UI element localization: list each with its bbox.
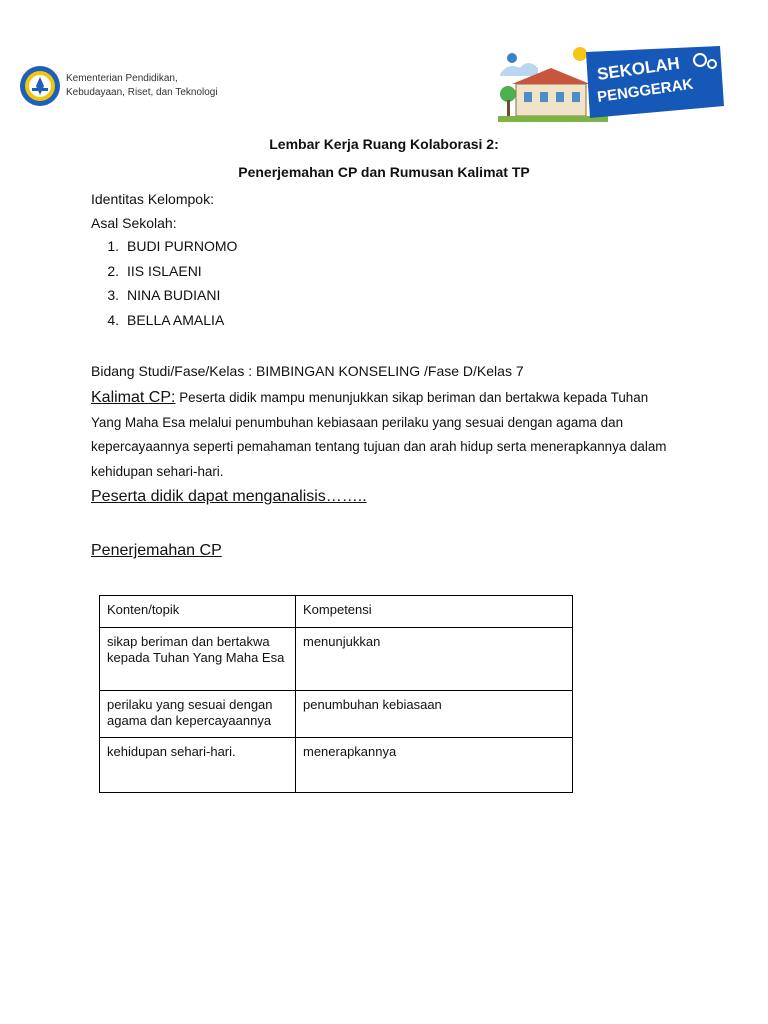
header-konten: Konten/topik <box>100 596 296 628</box>
member-number: 1. <box>107 238 119 254</box>
cp-text: Peserta didik mampu menunjukkan sikap beriman dan bertakwa kepada Tuhan Yang Maha Esa melalui penumbuhan kebiasaan perilaku yang sesuai dengan agama dan kepercayaannya seperti pemahaman tentang tujuan dan arah hidup serta menerapkannya dalam kehidupan sehari-hari. <box>91 390 667 479</box>
sun-icon <box>573 47 587 61</box>
list-item <box>91 263 237 288</box>
member-list <box>91 238 237 337</box>
tut-wuri-handayani-emblem-icon <box>18 64 62 108</box>
table-cell: perilaku yang sesuai dengan agama dan kepercayaannya <box>100 691 296 738</box>
table-cell: menerapkannya <box>296 738 573 793</box>
cp-translation-table <box>99 595 573 793</box>
logo-word-2: PENGGERAK <box>596 75 695 106</box>
member-name: BUDI PURNOMO <box>127 238 238 254</box>
school-origin-label: Asal Sekolah: <box>91 215 177 231</box>
cp-paragraph <box>91 386 677 484</box>
table-row <box>100 738 573 793</box>
ministry-logo <box>18 64 218 108</box>
tree-icon <box>500 86 516 102</box>
table-row <box>100 628 573 691</box>
cloud-icon <box>500 63 538 76</box>
ministry-name-line-1: Kementerian Pendidikan, <box>66 73 178 84</box>
list-item <box>91 287 237 312</box>
member-name: IIS ISLAENI <box>127 262 202 279</box>
subject-line: Bidang Studi/Fase/Kelas : BIMBINGAN KONSELING /Fase D/Kelas 7 <box>91 363 524 379</box>
sekolah-penggerak-logo <box>498 44 724 122</box>
table-cell: menunjukkan <box>296 628 573 691</box>
cp-label: Kalimat CP: <box>91 389 176 406</box>
logo-word-1: SEKOLAH <box>595 53 681 84</box>
header-kompetensi: Kompetensi <box>296 596 573 628</box>
table-cell: kehidupan sehari-hari. <box>100 738 296 793</box>
analysis-line: Peserta didik dapat menganalisis…….. <box>91 488 367 505</box>
table-cell: sikap beriman dan bertakwa kepada Tuhan Yang Maha Esa <box>100 628 296 691</box>
section-heading: Penerjemahan CP <box>91 542 222 559</box>
member-number: 4. <box>107 312 119 329</box>
worksheet-subtitle: Penerjemahan CP dan Rumusan Kalimat TP <box>238 164 530 180</box>
member-number: 2. <box>107 262 119 279</box>
table-cell: penumbuhan kebiasaan <box>296 691 573 738</box>
table-row <box>100 691 573 738</box>
member-number: 3. <box>107 287 119 304</box>
list-item <box>91 312 237 337</box>
group-identity-label: Identitas Kelompok: <box>91 191 214 207</box>
table-header-row <box>100 596 573 628</box>
member-name: NINA BUDIANI <box>127 287 221 304</box>
member-name: BELLA AMALIA <box>127 312 225 329</box>
ministry-name-line-2: Kebudayaan, Riset, dan Teknologi <box>66 87 218 98</box>
pin-icon <box>507 53 517 63</box>
worksheet-title: Lembar Kerja Ruang Kolaborasi 2: <box>269 136 499 152</box>
list-item <box>91 238 237 263</box>
